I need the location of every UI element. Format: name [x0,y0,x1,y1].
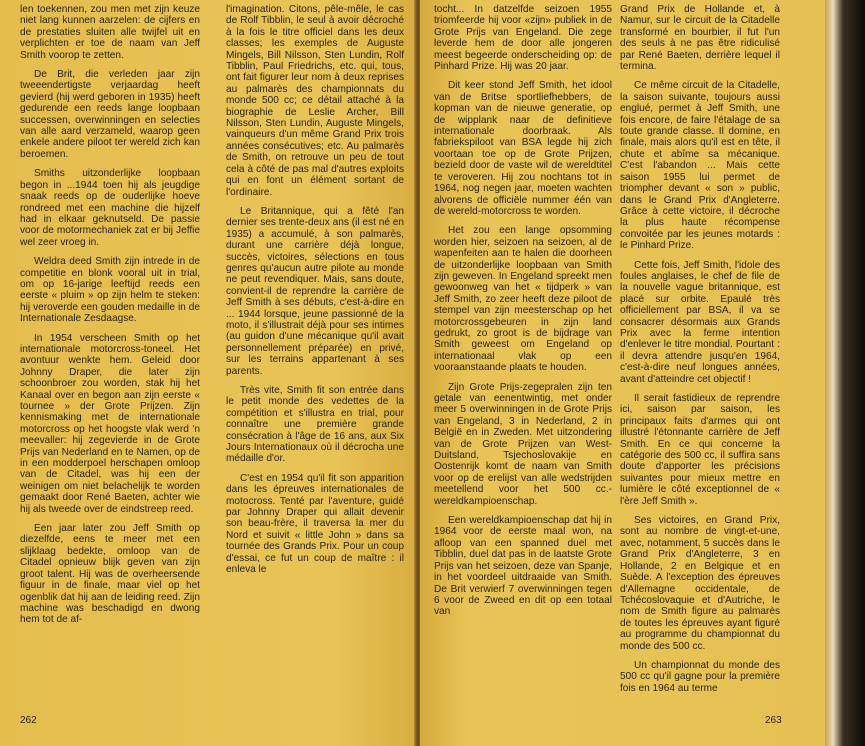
left-page-french-column [226,4,404,584]
paragraph: Dit keer stond Jeff Smith, het idool van de Britse sportliefhebbers, de kopman van de nieuwe generatie, op de wipplank naar de definitieve internationale doorbraak. Als fabriekspiloot van BSA legde hij zich voortaan toe op de Grote Prijzen, bezield door de vaste wil de wereldtitel te veroveren. Hij zou nochtans tot in 1964, nog negen jaar, moeten wachten alvorens de officiële nummer één van de wereld-motorcross te worden. [434,80,612,217]
right-page-french-column [620,4,780,702]
paragraph: Een wereldkampioenschap dat hij in 1964 voor de eerste maal won, na afloop van een spanned duel met Tibblin, duel dat pas in de laatste Grote Prijs van het seizoen, deze van Spanje, in het voordeel uitdraaide van Smith. De Brit verwierf 7 overwinningen tegen 6 voor de Zweed en dit op een totaal van [434,515,612,618]
paragraph: Le Britannique, qui a fêté l'an dernier ses trente-deux ans (il est né en 1935) a accumulé, à son palmarès, durant une carrière déjà longue, succès, victoires, sélections en tous genres qu'aucun autre pilote au monde ne peut revendiquer. Mais, sans doute, convient-il de reprendre la carrière de Jeff Smith à ses débuts, c'est-à-dire en ... 1944 lorsque, jeune passionné de la moto, il s'illustrait déjà pour ses intimes (au guidon d'une mécanique qu'il avait personnellement préparée) en privé, sur les terrains appartenant à ses parents. [226,205,404,377]
paragraph: l'imagination. Citons, pêle-mêle, le cas de Rolf Tibblin, le seul à avoir décroché à la fois le titre officiel dans les deux classes; les exemples de Auguste Mingels, Bill Nilsson, Sten Lundin, Rolf Tibblin, Paul Friedrichs, etc. qui, tous, ont fait figurer leur nom à deux reprises au palmarès des championnats du monde 500 cc; ce détail attaché à la biographie de Leslie Archer, Bill Nilsson, Sten Lundin, Auguste Mingels, vainqueurs d'un même Grand Prix trois années consécutives; etc. Au palmarès de Smith, on retrouve un peu de tout cela à côté de pas mal d'autres exploits qui en font un élément sortant de l'ordinaire. [226,4,404,198]
paragraph: Weldra deed Smith zijn intrede in de competitie en blonk vooral uit in trial, om op 16-jarige leeftijd reeds een eerste « pluim » op zijn helm te steken: hij veroverde een gouden medaille in de Internationale Zesdaagse. [20,256,200,325]
paragraph: Een jaar later zou Jeff Smith op diezelfde, eens te meer met een slijklaag bedekte, omloop van de Citadel opnieuw blijk geven van zijn groot talent. Hij was de overheersende figuur in de finale, maar viel op het ogenblik dat hij aan de leiding reed. Zijn machine was beschadigd en dwong hem tot de af- [20,523,200,626]
paragraph: len toekennen, zou men met zijn keuze niet lang kunnen aarzelen: de cijfers en de prestaties sluiten alle twijfel uit en verplichten er toe de naam van Jeff Smith voorop te zetten. [20,4,200,61]
page-number: 262 [20,715,37,726]
paragraph: Un championnat du monde des 500 cc qu'il gagne pour la première fois en 1964 au terme [620,659,780,694]
paragraph: Cette fois, Jeff Smith, l'idole des foules anglaises, le chef de file de la nouvelle vague britannique, est placé sur orbite. Epaulé très officiellement par BSA, il va se consacrer désormais aux Grands Prix avec la ferme intention d'enlever le titre mondial. Pourtant : il devra attendre jusqu'en 1964, c'est-à-dire neuf longues années, avant d'atteindre cet objectif ! [620,259,780,385]
left-page [0,0,416,746]
paragraph: Grand Prix de Hollande et, à Namur, sur le circuit de la Citadelle transformé en bourbier, il fut l'un des seuls à ne pas être ridiculisé par René Baeten, derrière lequel il termina. [620,4,780,73]
paragraph: Ses victoires, en Grand Prix, sont au nombre de vingt-et-une, avec, notamment, 5 succès dans le Grand Prix d'Angleterre, 3 en Hollande, 2 en Belgique et en Suède. A l'exception des épreuves d'Allemagne occidentale, de Tchécoslovaquie et d'Autriche, le nom de Smith figure au palmarès de toutes les épreuves ayant figuré au programme du championnat du monde des 500 cc. [620,515,780,652]
paragraph: Smiths uitzonderlijke loopbaan begon in ...1944 toen hij als jeugdige snaak reeds op de ouderlijke hoeve rondreed met een machine die hijzelf had in elkaar geknutseld. De passie voor de motormechaniek zat er bij Jeffie wel zeer vroeg in. [20,168,200,248]
paragraph: C'est en 1954 qu'il fit son apparition dans les épreuves internationales de motocross. Tenté par l'aventure, guidé par Johnny Draper qui allait devenir son beau-frère, il traversa la mer du Nord et suivit « little John » dans sa tournée des Grands Prix. Pour un coup d'essai, ce fut un coup de maître : il enleva le [226,472,404,576]
book-edge [825,0,865,746]
paragraph: Het zou een lange opsomming worden hier, seizoen na seizoen, al de wapenfeiten aan te halen die doorheen de uitzonderlijke loopbaan van Smith zijn geweven. In Engeland spreekt men gewoonweg van het « tijdperk » van Jeff Smith, zo zeer heeft deze piloot de stempel van zijn meesterschap op het motorcrossgebeuren in zijn land gedrukt, zo groot is de bijdrage van Smith geweest om Engeland op internationaal vlak op een vooraanstaande plaats te houden. [434,225,612,374]
paragraph: In 1954 verscheen Smith op het internationale motorcross-toneel. Het avontuur wenkte hem. Geleid door Johnny Draper, die later zijn schoonbroer zou worden, stak hij het Kanaal over en begon aan zijn eerste « tournee » der Grote Prijzen. Zijn kennismaking met de internationale motorcross op het hoogste vlak werd 'n meevaller: hij zegevierde in de Grote Prijs van Nederland en te Namen, op de in een modderpoel herschapen omloop van de Citadel, was hij een der weinigen om niet belachelijk te worden gemaakt door René Baeten, achter wie hij als tweede over de eindstreep reed. [20,332,200,515]
paragraph: De Brit, die verleden jaar zijn tweeendertigste verjaardag heeft gevierd (hij werd geboren in 1935) heeft gedurende een reeds lange loopbaan successen, overwinningen en selecties van alle aard verzameld, waarop geen enkele andere piloot ter wereld zich kan beroemen. [20,69,200,160]
left-page-dutch-column [20,4,200,634]
paragraph: Ce même circuit de la Citadelle, la saison suivante, toujours aussi englué, permet à Jeff Smith, une fois encore, de faire l'étalage de sa toute grande classe. Il domine, en finale, mais alors qu'il est en tête, il chute et abîme sa mécanique. C'est l'abandon ... Mais cette saison 1955 lui permet de triompher devant « son » public, dans le Grand Prix d'Angleterre. Grâce à cette victoire, il décroche la plus haute récompense convoitée par les jeunes motards : le Pinhard Prize. [620,80,780,252]
paragraph: Il serait fastidieux de reprendre ici, saison par saison, les principaux faits d'armes qui ont illustré l'étonnante carrière de Jeff Smith. En ce qui concerne la catégorie des 500 cc, il suffira sans doute d'apporter les précisions suivantes pour mieux mettre en lumière le côté exceptionnel de « l'ère Jeff Smith ». [620,393,780,507]
paragraph: Zijn Grote Prijs-zegepralen zijn ten getale van eenentwintig, met onder meer 5 overwinningen in de Grote Prijs van Engeland, 3 in Nederland, 2 in België en in Zweden. Met uitzondering van de Grote Prijzen van West-Duitsland, Tsjechoslovakije en Oostenrijk komt de naam van Smith voor op de erelijst van alle wedstrijden meetellend voor het 500 cc.-wereldkampioenschap. [434,381,612,507]
right-page [420,0,825,746]
right-page-dutch-column [434,4,612,626]
paragraph: Très vite, Smith fit son entrée dans le petit monde des vedettes de la compétition et s'illustra en trial, pour connaître une première grande consécration à l'âge de 16 ans, aux Six Jours Internationaux où il décrocha une médaille d'or. [226,385,404,465]
paragraph: tocht... In datzelfde seizoen 1955 triomfeerde hij voor «zijn» publiek in de Grote Prijs van Engeland. Die zege leverde hem de door alle jongeren meest begeerde onderscheiding op: de Pinhard Prize. Hij was 20 jaar. [434,4,612,73]
page-number: 263 [765,715,782,726]
